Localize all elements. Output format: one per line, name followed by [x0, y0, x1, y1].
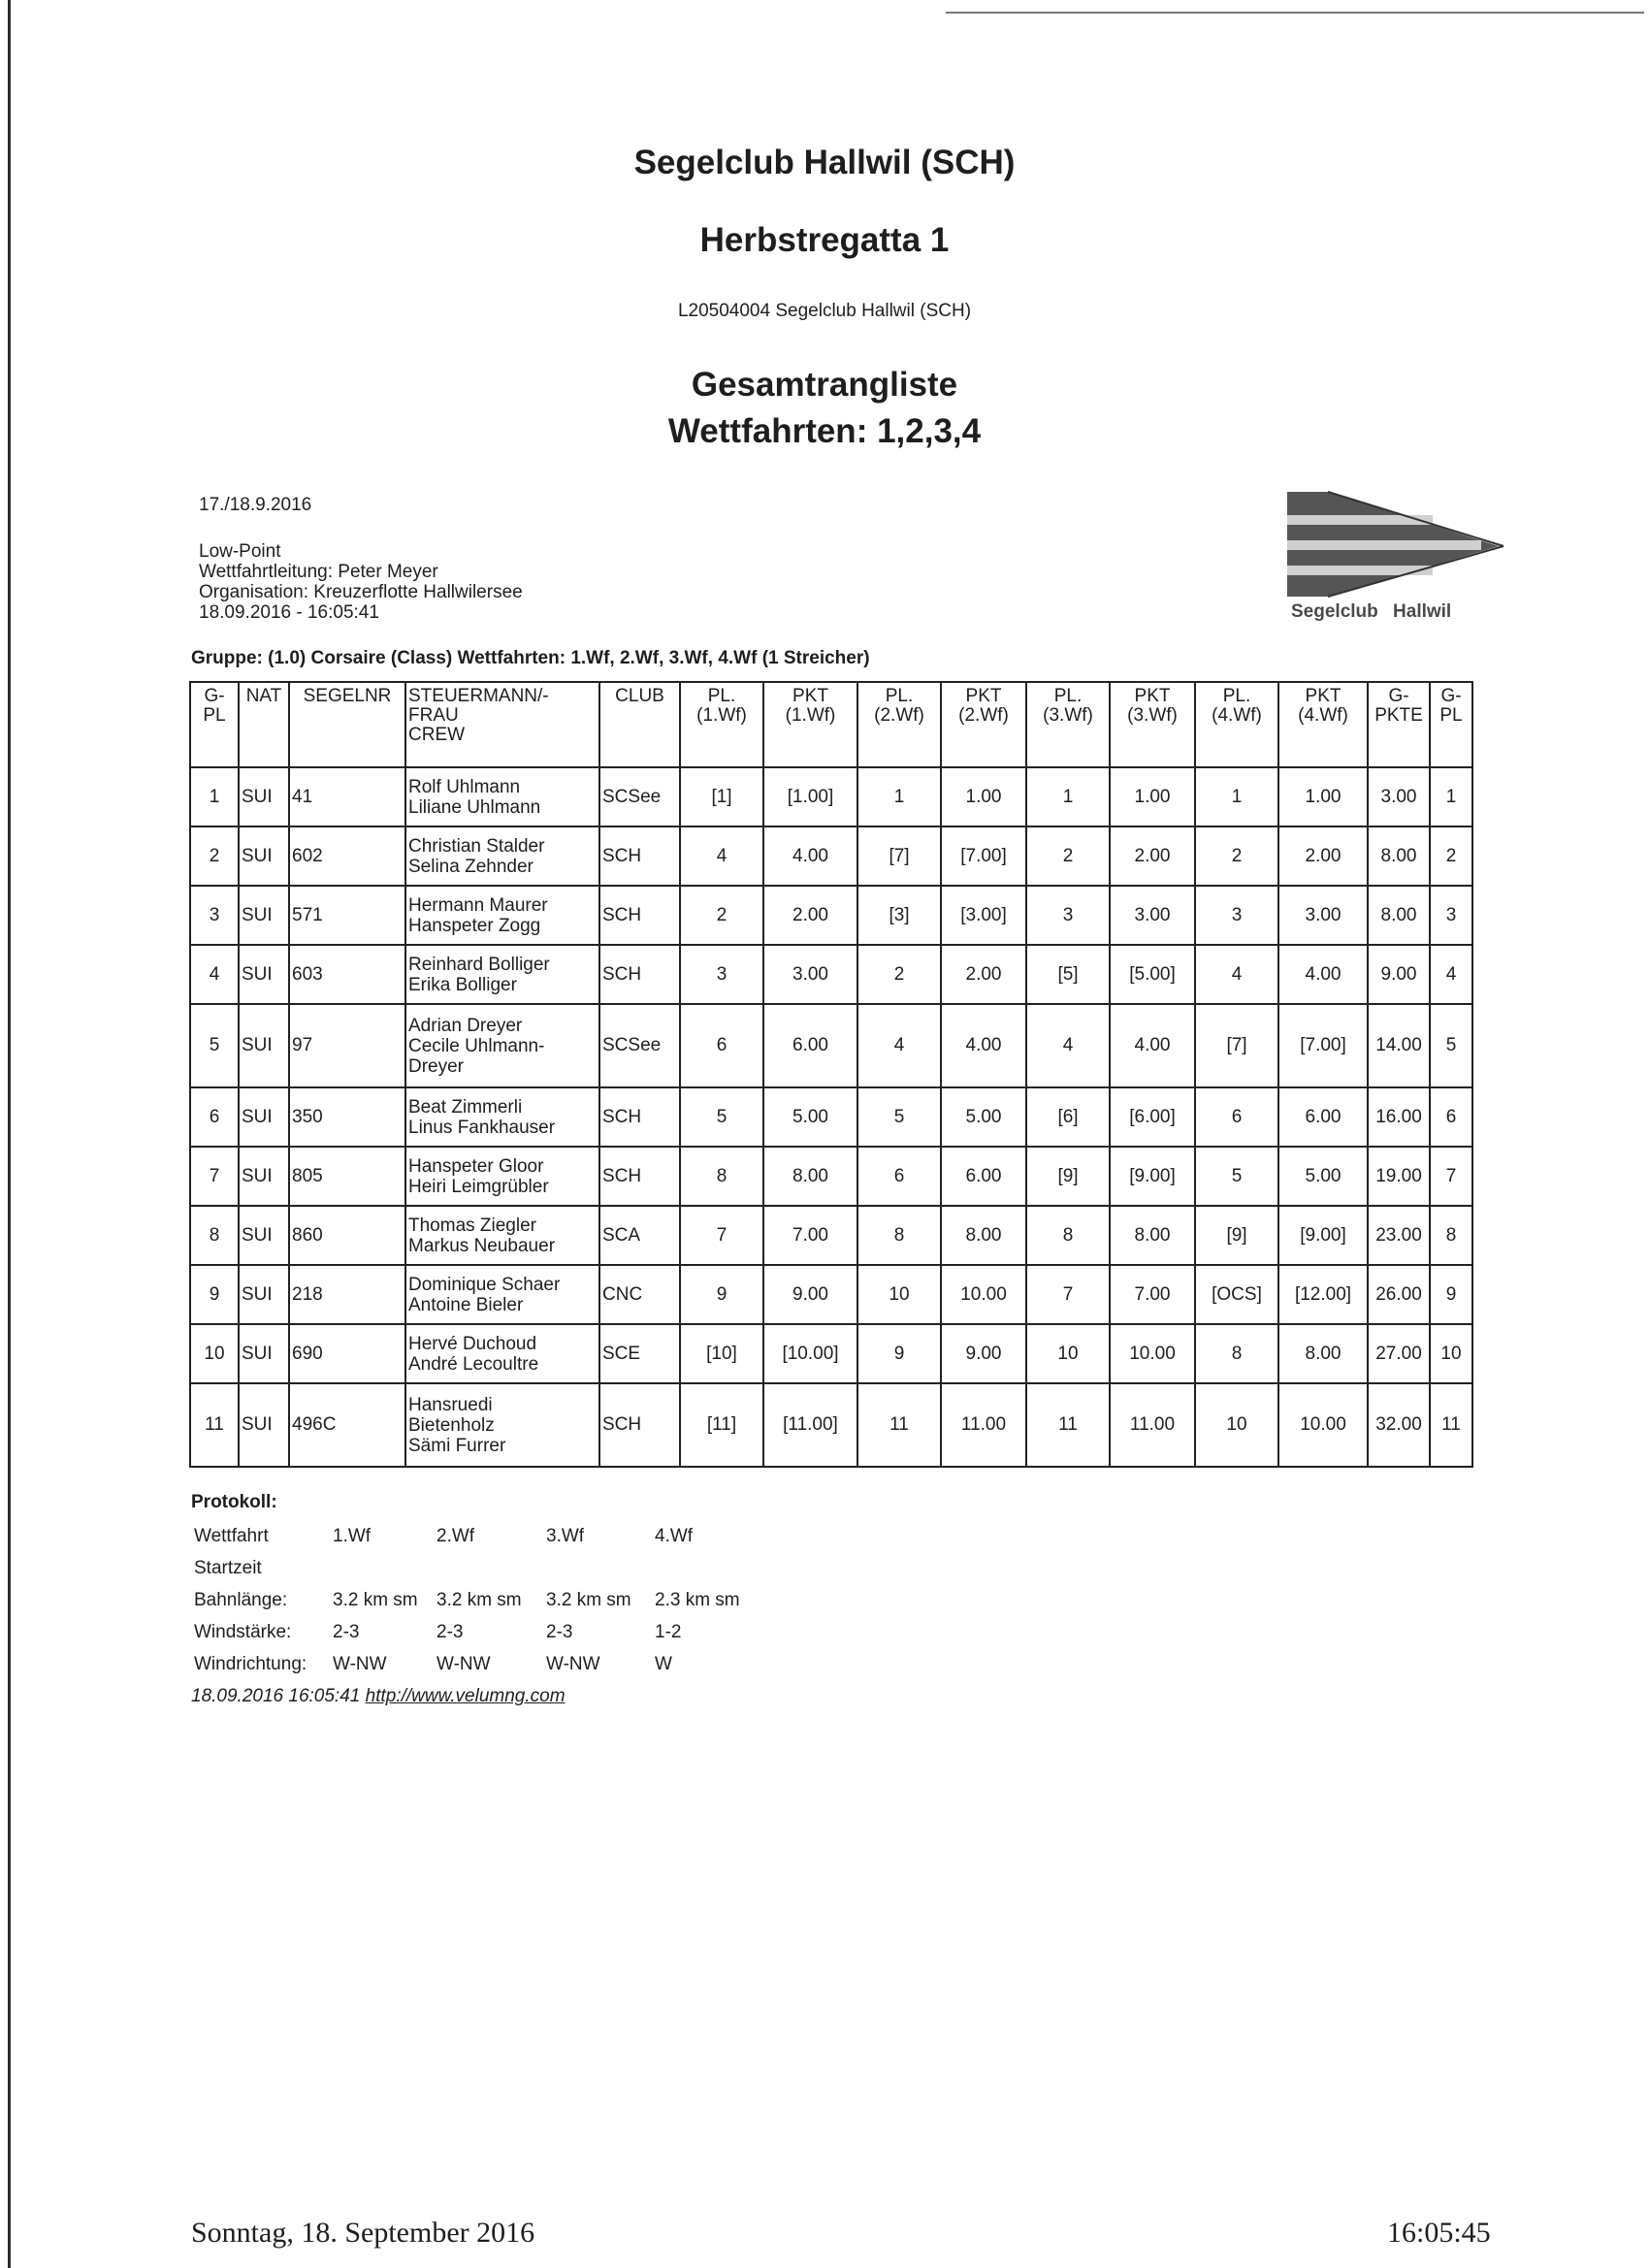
cell-final: 8	[1430, 1206, 1472, 1265]
table-row	[190, 767, 1472, 826]
table-row	[190, 1383, 1472, 1467]
cell-sail: 860	[289, 1206, 405, 1265]
cell-pkt2: 4.00	[941, 1004, 1026, 1087]
cell-pkt1: 4.00	[763, 826, 857, 886]
cell-pl1: [1]	[680, 767, 763, 826]
cell-pl3: [5]	[1026, 945, 1110, 1004]
protocol-v2: 3.2 km sm	[436, 1590, 522, 1610]
cell-pkt1: [11.00]	[763, 1383, 857, 1467]
cell-pkt3: 10.00	[1110, 1324, 1195, 1383]
cell-pl2: 11	[857, 1383, 941, 1467]
cell-sail: 805	[289, 1147, 405, 1206]
cell-pl1: [10]	[680, 1324, 763, 1383]
column-header: PL. (3.Wf)	[1026, 682, 1110, 767]
cell-total: 23.00	[1368, 1206, 1430, 1265]
cell-pl3: 10	[1026, 1324, 1110, 1383]
group-line: Gruppe: (1.0) Corsaire (Class) Wettfahrten: 1.Wf, 2.Wf, 3.Wf, 4.Wf (1 Streicher)	[191, 648, 870, 668]
cell-pkt4: 6.00	[1278, 1087, 1368, 1147]
protocol-label: Wettfahrt	[194, 1526, 269, 1546]
cell-final: 10	[1430, 1324, 1472, 1383]
table-row	[190, 1004, 1472, 1087]
cell-pl2: 1	[857, 767, 941, 826]
protocol-v3: 3.2 km sm	[546, 1590, 631, 1610]
column-header: G- PKTE	[1368, 682, 1430, 767]
printed-timestamp: 18.09.2016 - 16:05:41	[199, 602, 379, 623]
cell-rank: 6	[190, 1087, 239, 1147]
cell-pkt4: 5.00	[1278, 1147, 1368, 1206]
cell-pkt2: 9.00	[941, 1324, 1026, 1383]
cell-pl4: 4	[1195, 945, 1278, 1004]
cell-final: 2	[1430, 826, 1472, 886]
cell-club: SCH	[599, 1087, 680, 1147]
table-row	[190, 1324, 1472, 1383]
cell-pkt4: 1.00	[1278, 767, 1368, 826]
table-row	[190, 826, 1472, 886]
cell-club: SCH	[599, 945, 680, 1004]
cell-pkt2: 2.00	[941, 945, 1026, 1004]
column-header: PL. (2.Wf)	[857, 682, 941, 767]
column-header: PL. (4.Wf)	[1195, 682, 1278, 767]
cell-club: SCA	[599, 1206, 680, 1265]
cell-pl1: 7	[680, 1206, 763, 1265]
cell-pl3: 11	[1026, 1383, 1110, 1467]
cell-pkt2: 6.00	[941, 1147, 1026, 1206]
cell-pkt1: 8.00	[763, 1147, 857, 1206]
table-row	[190, 945, 1472, 1004]
protocol-v3: 2-3	[546, 1622, 573, 1642]
results-table	[189, 681, 1473, 1468]
cell-pkt1: 6.00	[763, 1004, 857, 1087]
protocol-v4: 4.Wf	[655, 1526, 694, 1546]
protocol-title: Protokoll:	[191, 1492, 277, 1512]
cell-nat: SUI	[239, 1004, 289, 1087]
cell-nat: SUI	[239, 1383, 289, 1467]
protocol-v4: 2.3 km sm	[655, 1590, 740, 1610]
cell-pl2: [3]	[857, 886, 941, 945]
cell-club: SCH	[599, 826, 680, 886]
event-code: L20504004 Segelclub Hallwil (SCH)	[677, 301, 972, 321]
cell-pl4: 2	[1195, 826, 1278, 886]
table-row	[190, 1087, 1472, 1147]
protocol-v1: 2-3	[333, 1622, 360, 1642]
cell-pkt3: [9.00]	[1110, 1147, 1195, 1206]
cell-nat: SUI	[239, 1206, 289, 1265]
cell-final: 9	[1430, 1265, 1472, 1324]
cell-pkt4: 10.00	[1278, 1383, 1368, 1467]
cell-nat: SUI	[239, 886, 289, 945]
cell-pkt3: 2.00	[1110, 826, 1195, 886]
protocol-label: Windstärke:	[194, 1622, 292, 1642]
table-row	[190, 1265, 1472, 1324]
cell-total: 3.00	[1368, 767, 1430, 826]
cell-final: 4	[1430, 945, 1472, 1004]
cell-rank: 8	[190, 1206, 239, 1265]
cell-names: Hanspeter Gloor Heiri Leimgrübler	[405, 1147, 599, 1206]
cell-pl4: [9]	[1195, 1206, 1278, 1265]
cell-club: SCH	[599, 886, 680, 945]
table-row	[190, 1206, 1472, 1265]
protocol-label: Bahnlänge:	[194, 1590, 288, 1610]
cell-club: SCH	[599, 1147, 680, 1206]
cell-pl3: 1	[1026, 767, 1110, 826]
cell-total: 9.00	[1368, 945, 1430, 1004]
stamp-time: 18.09.2016 16:05:41	[191, 1686, 361, 1706]
cell-rank: 4	[190, 945, 239, 1004]
cell-total: 32.00	[1368, 1383, 1430, 1467]
races-title: Wettfahrten: 1,2,3,4	[667, 412, 982, 450]
cell-pkt4: 8.00	[1278, 1324, 1368, 1383]
cell-pl4: 6	[1195, 1087, 1278, 1147]
cell-sail: 690	[289, 1324, 405, 1383]
cell-names: Hermann Maurer Hanspeter Zogg	[405, 886, 599, 945]
cell-pkt1: [10.00]	[763, 1324, 857, 1383]
cell-total: 8.00	[1368, 886, 1430, 945]
cell-pkt2: [7.00]	[941, 826, 1026, 886]
cell-pl1: 2	[680, 886, 763, 945]
cell-nat: SUI	[239, 767, 289, 826]
cell-sail: 571	[289, 886, 405, 945]
cell-pkt4: [7.00]	[1278, 1004, 1368, 1087]
cell-nat: SUI	[239, 826, 289, 886]
cell-pkt1: 7.00	[763, 1206, 857, 1265]
cell-rank: 11	[190, 1383, 239, 1467]
protocol-v4: 1-2	[655, 1622, 682, 1642]
cell-names: Christian Stalder Selina Zehnder	[405, 826, 599, 886]
cell-pl4: 10	[1195, 1383, 1278, 1467]
cell-pl4: 8	[1195, 1324, 1278, 1383]
cell-pkt4: 4.00	[1278, 945, 1368, 1004]
cell-rank: 5	[190, 1004, 239, 1087]
cell-names: Adrian Dreyer Cecile Uhlmann- Dreyer	[405, 1004, 599, 1087]
cell-pl2: 4	[857, 1004, 941, 1087]
cell-pkt1: 2.00	[763, 886, 857, 945]
cell-names: Rolf Uhlmann Liliane Uhlmann	[405, 767, 599, 826]
column-header: PKT (2.Wf)	[941, 682, 1026, 767]
table-row	[190, 886, 1472, 945]
cell-club: SCE	[599, 1324, 680, 1383]
cell-club: CNC	[599, 1265, 680, 1324]
cell-pkt3: [6.00]	[1110, 1087, 1195, 1147]
cell-names: Reinhard Bolliger Erika Bolliger	[405, 945, 599, 1004]
cell-pkt4: 2.00	[1278, 826, 1368, 886]
cell-rank: 3	[190, 886, 239, 945]
footer-date: Sonntag, 18. September 2016	[191, 2217, 535, 2249]
cell-sail: 602	[289, 826, 405, 886]
protocol-v1: W-NW	[333, 1654, 387, 1674]
cell-total: 19.00	[1368, 1147, 1430, 1206]
cell-nat: SUI	[239, 1324, 289, 1383]
cell-total: 26.00	[1368, 1265, 1430, 1324]
protocol-label: Startzeit	[194, 1558, 262, 1578]
cell-pkt3: 3.00	[1110, 886, 1195, 945]
cell-rank: 9	[190, 1265, 239, 1324]
cell-final: 1	[1430, 767, 1472, 826]
cell-pl2: 5	[857, 1087, 941, 1147]
cell-sail: 97	[289, 1004, 405, 1087]
cell-rank: 7	[190, 1147, 239, 1206]
cell-pl2: 6	[857, 1147, 941, 1206]
protocol-v3: 3.Wf	[546, 1526, 585, 1546]
result-title-block	[0, 362, 1649, 455]
protocol-v1: 3.2 km sm	[333, 1590, 418, 1610]
cell-pkt4: 3.00	[1278, 886, 1368, 945]
cell-pl1: [11]	[680, 1383, 763, 1467]
cell-sail: 350	[289, 1087, 405, 1147]
scoring-system: Low-Point	[199, 541, 281, 562]
column-header: PKT (4.Wf)	[1278, 682, 1368, 767]
regatta-title: Herbstregatta 1	[699, 221, 950, 259]
cell-pl3: 7	[1026, 1265, 1110, 1324]
table-body	[190, 767, 1472, 1467]
cell-final: 5	[1430, 1004, 1472, 1087]
cell-pl2: 8	[857, 1206, 941, 1265]
cell-pkt3: 11.00	[1110, 1383, 1195, 1467]
cell-rank: 10	[190, 1324, 239, 1383]
cell-names: Beat Zimmerli Linus Fankhauser	[405, 1087, 599, 1147]
cell-pl3: 8	[1026, 1206, 1110, 1265]
cell-pl2: 2	[857, 945, 941, 1004]
event-date: 17./18.9.2016	[199, 495, 312, 515]
table-header-row	[190, 682, 1472, 767]
column-header: NAT	[239, 682, 289, 767]
velum-link[interactable]: http://www.velumng.com	[365, 1686, 566, 1706]
cell-pl1: 8	[680, 1147, 763, 1206]
cell-pkt3: 7.00	[1110, 1265, 1195, 1324]
protocol-v3: W-NW	[546, 1654, 600, 1674]
cell-pl3: 2	[1026, 826, 1110, 886]
cell-sail: 41	[289, 767, 405, 826]
cell-pkt2: 11.00	[941, 1383, 1026, 1467]
page-left-border	[8, 0, 11, 2268]
cell-pl4: 1	[1195, 767, 1278, 826]
protocol-stamp	[191, 1686, 566, 1707]
cell-pkt2: [3.00]	[941, 886, 1026, 945]
cell-pkt3: [5.00]	[1110, 945, 1195, 1004]
cell-pl3: 3	[1026, 886, 1110, 945]
logo-text: Segelclub Hallwil	[1291, 601, 1452, 622]
cell-total: 27.00	[1368, 1324, 1430, 1383]
table-row	[190, 1147, 1472, 1206]
cell-rank: 1	[190, 767, 239, 826]
cell-pl1: 5	[680, 1087, 763, 1147]
cell-pkt4: [12.00]	[1278, 1265, 1368, 1324]
cell-sail: 496C	[289, 1383, 405, 1467]
club-title: Segelclub Hallwil (SCH)	[633, 144, 1016, 181]
cell-pkt1: 3.00	[763, 945, 857, 1004]
protocol-label: Windrichtung:	[194, 1654, 307, 1674]
cell-pkt4: [9.00]	[1278, 1206, 1368, 1265]
cell-names: Hansruedi Bietenholz Sämi Furrer	[405, 1383, 599, 1467]
protocol-v2: 2-3	[436, 1622, 464, 1642]
cell-final: 11	[1430, 1383, 1472, 1467]
protocol-v4: W	[655, 1654, 672, 1674]
page-top-line	[946, 12, 1644, 14]
cell-pl3: [6]	[1026, 1087, 1110, 1147]
cell-nat: SUI	[239, 1147, 289, 1206]
cell-pl4: [7]	[1195, 1004, 1278, 1087]
cell-names: Dominique Schaer Antoine Bieler	[405, 1265, 599, 1324]
protocol-v1: 1.Wf	[333, 1526, 372, 1546]
cell-pkt2: 5.00	[941, 1087, 1026, 1147]
cell-pkt2: 10.00	[941, 1265, 1026, 1324]
cell-final: 3	[1430, 886, 1472, 945]
cell-pl1: 6	[680, 1004, 763, 1087]
cell-total: 16.00	[1368, 1087, 1430, 1147]
cell-pl2: 9	[857, 1324, 941, 1383]
race-officer: Wettfahrtleitung: Peter Meyer	[199, 562, 438, 582]
cell-rank: 2	[190, 826, 239, 886]
cell-sail: 218	[289, 1265, 405, 1324]
cell-pkt3: 1.00	[1110, 767, 1195, 826]
column-header: SEGELNR	[289, 682, 405, 767]
cell-final: 7	[1430, 1147, 1472, 1206]
cell-pl4: 3	[1195, 886, 1278, 945]
cell-pl2: 10	[857, 1265, 941, 1324]
cell-pl1: 4	[680, 826, 763, 886]
cell-club: SCSee	[599, 767, 680, 826]
pennant-flag-icon	[1285, 490, 1508, 599]
organisation: Organisation: Kreuzerflotte Hallwilersee	[199, 582, 523, 602]
protocol-v2: W-NW	[436, 1654, 491, 1674]
cell-pkt2: 8.00	[941, 1206, 1026, 1265]
club-logo	[1285, 490, 1508, 626]
cell-pl3: 4	[1026, 1004, 1110, 1087]
cell-sail: 603	[289, 945, 405, 1004]
cell-nat: SUI	[239, 1087, 289, 1147]
cell-pl2: [7]	[857, 826, 941, 886]
cell-nat: SUI	[239, 945, 289, 1004]
cell-pkt3: 4.00	[1110, 1004, 1195, 1087]
cell-pl4: 5	[1195, 1147, 1278, 1206]
cell-final: 6	[1430, 1087, 1472, 1147]
column-header: PKT (1.Wf)	[763, 682, 857, 767]
cell-pl4: [OCS]	[1195, 1265, 1278, 1324]
column-header: STEUERMANN/- FRAU CREW	[405, 682, 599, 767]
cell-pl3: [9]	[1026, 1147, 1110, 1206]
column-header: PL. (1.Wf)	[680, 682, 763, 767]
cell-nat: SUI	[239, 1265, 289, 1324]
cell-names: Hervé Duchoud André Lecoultre	[405, 1324, 599, 1383]
result-title: Gesamtrangliste	[691, 366, 958, 404]
cell-club: SCSee	[599, 1004, 680, 1087]
column-header: PKT (3.Wf)	[1110, 682, 1195, 767]
column-header: G- PL	[1430, 682, 1472, 767]
column-header: CLUB	[599, 682, 680, 767]
cell-pkt1: 9.00	[763, 1265, 857, 1324]
column-header: G- PL	[190, 682, 239, 767]
cell-names: Thomas Ziegler Markus Neubauer	[405, 1206, 599, 1265]
cell-pkt3: 8.00	[1110, 1206, 1195, 1265]
cell-club: SCH	[599, 1383, 680, 1467]
cell-pkt1: [1.00]	[763, 767, 857, 826]
cell-pkt2: 1.00	[941, 767, 1026, 826]
cell-pl1: 3	[680, 945, 763, 1004]
event-meta	[199, 541, 523, 623]
cell-pkt1: 5.00	[763, 1087, 857, 1147]
cell-pl1: 9	[680, 1265, 763, 1324]
protocol-v2: 2.Wf	[436, 1526, 475, 1546]
cell-total: 8.00	[1368, 826, 1430, 886]
cell-total: 14.00	[1368, 1004, 1430, 1087]
footer-time: 16:05:45	[1387, 2217, 1491, 2249]
